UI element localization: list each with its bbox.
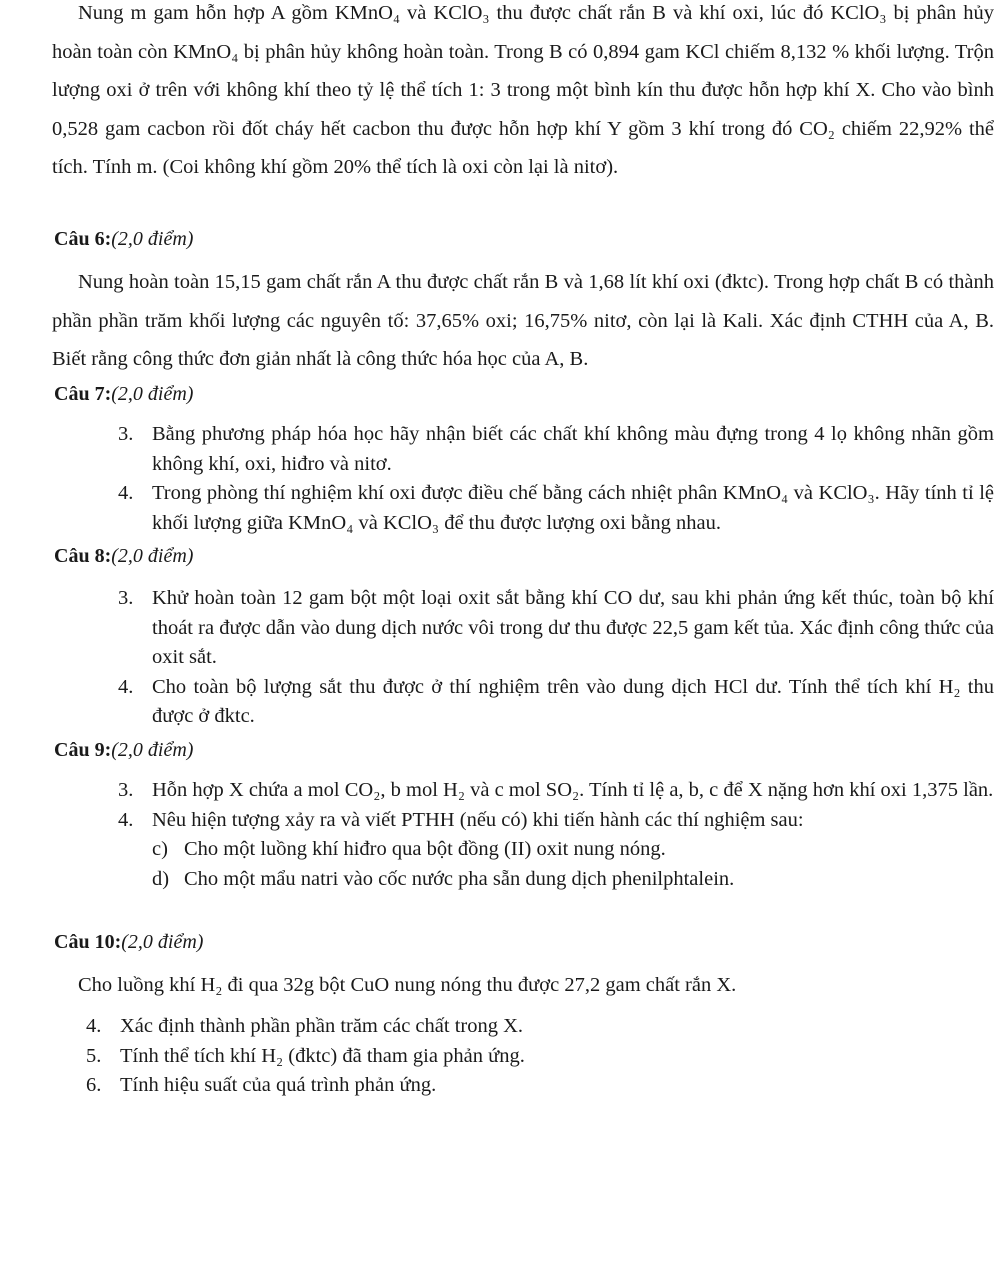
list-marker: 6. [86,1074,102,1096]
question-7-heading [54,381,193,407]
question-9-points: (2,0 điểm) [111,739,194,761]
intro-paragraph: Nung m gam hỗn hợp A gồm KMnO₄ và KClO₃ thu được chất rắn B và khí oxi, lúc đó KClO₃ bị phân hủy hoàn toàn còn KMnO₄ bị phân hủy không hoàn toàn. Trong B có 0,894 gam KCl chiếm 8,132 % khối lượng. Trộn lượng oxi ở trên với không khí theo tỷ lệ thể tích 1: 3 trong một bình kín thu được hỗn hợp khí X. Cho vào bình 0,528 gam cacbon rồi đốt cháy hết cacbon thu được hỗn hợp khí Y gồm 3 khí trong đó CO₂ chiếm 22,92% thể tích. Tính m. (Coi không khí gồm 20% thể tích là oxi còn lại là nitơ). [52,2,994,178]
question-10-points: (2,0 điểm) [121,931,204,953]
question-7-item-text: Trong phòng thí nghiệm khí oxi được điều chế bằng cách nhiệt phân KMnO₄ và KClO₃. Hãy tính tỉ lệ khối lượng giữa KMnO₄ và KClO₃ để thu được lượng oxi bằng nhau. [152,482,994,534]
list-marker: 5. [86,1044,102,1067]
question-10-heading [54,929,203,955]
question-7-points: (2,0 điểm) [111,383,194,405]
question-8-item-text: Cho toàn bộ lượng sắt thu được ở thí nghiệm trên vào dung dịch HCl dư. Tính thể tích khí H₂ thu được ở đktc. [152,675,994,727]
list-marker: 3. [118,423,134,445]
question-8-item [118,673,994,732]
question-10-item [86,1012,986,1042]
list-marker: 4. [118,675,134,698]
list-marker: 4. [118,482,134,504]
question-9-list [118,776,994,894]
question-9-subitem-text: Cho một luồng khí hiđro qua bột đồng (II) oxit nung nóng. [184,838,666,860]
question-7-number: Câu 7: [54,383,112,405]
question-8-heading [54,543,193,569]
question-8-item [118,584,994,673]
question-7-item-text: Bằng phương pháp hóa học hãy nhận biết các chất khí không màu đựng trong 4 lọ không nhãn gồm không khí, oxi, hiđro và nitơ. [152,423,994,475]
question-7-item [118,479,994,538]
question-9-heading [54,737,193,763]
list-marker: 4. [118,808,134,831]
question-10-item-text: Xác định thành phần phần trăm các chất trong X. [120,1015,524,1037]
question-8-item-text: Khử hoàn toàn 12 gam bột một loại oxit sắt bằng khí CO dư, sau khi phản ứng kết thúc, toàn bộ khí thoát ra được dẫn vào dung dịch nước vôi trong dư thu được 22,5 gam kết tủa. Xác định công thức của oxit sắt. [152,587,994,668]
question-10-text: Cho luồng khí H₂ đi qua 32g bột CuO nung nóng thu được 27,2 gam chất rắn X. [78,974,737,996]
list-marker: c) [152,838,168,860]
question-8-number: Câu 8: [54,545,112,567]
list-marker: 3. [118,587,134,609]
list-marker: d) [152,867,170,890]
question-9-item-text: Nêu hiện tượng xảy ra và viết PTHH (nếu có) khi tiến hành các thí nghiệm sau: [152,808,804,831]
question-10-list [86,1012,986,1101]
question-9-item [118,806,994,895]
question-9-subitem [152,835,994,865]
question-7-list [118,420,994,538]
question-6-number: Câu 6: [54,228,112,250]
question-8-list [118,584,994,732]
list-marker: 4. [86,1015,102,1037]
question-9-subitem [152,865,994,895]
question-10-item [86,1042,986,1072]
question-9-subitem-text: Cho một mẩu natri vào cốc nước pha sẵn dung dịch phenilphtalein. [184,867,735,890]
question-9-number: Câu 9: [54,739,112,761]
question-10-number: Câu 10: [54,931,122,953]
list-marker: 3. [118,779,134,801]
question-10-item-text: Tính hiệu suất của quá trình phản ứng. [120,1074,437,1096]
question-10-item-text: Tính thể tích khí H₂ (đktc) đã tham gia phản ứng. [120,1044,525,1067]
question-10-item [86,1071,986,1101]
question-7-item [118,420,994,479]
question-9-item-text: Hỗn hợp X chứa a mol CO₂, b mol H₂ và c mol SO₂. Tính tỉ lệ a, b, c để X nặng hơn khí oxi 1,375 lần. [152,779,994,801]
question-6-points: (2,0 điểm) [111,228,194,250]
question-6-heading [54,226,193,252]
question-8-points: (2,0 điểm) [111,545,194,567]
question-6-text: Nung hoàn toàn 15,15 gam chất rắn A thu được chất rắn B và 1,68 lít khí oxi (đktc). Trong hợp chất B có thành phần phần trăm khối lượng các nguyên tố: 37,65% oxi; 16,75% nitơ, còn lại là Kali. Xác định CTHH của A, B. Biết rằng công thức đơn giản nhất là công thức hóa học của A, B. [52,271,994,370]
question-9-item [118,776,994,806]
